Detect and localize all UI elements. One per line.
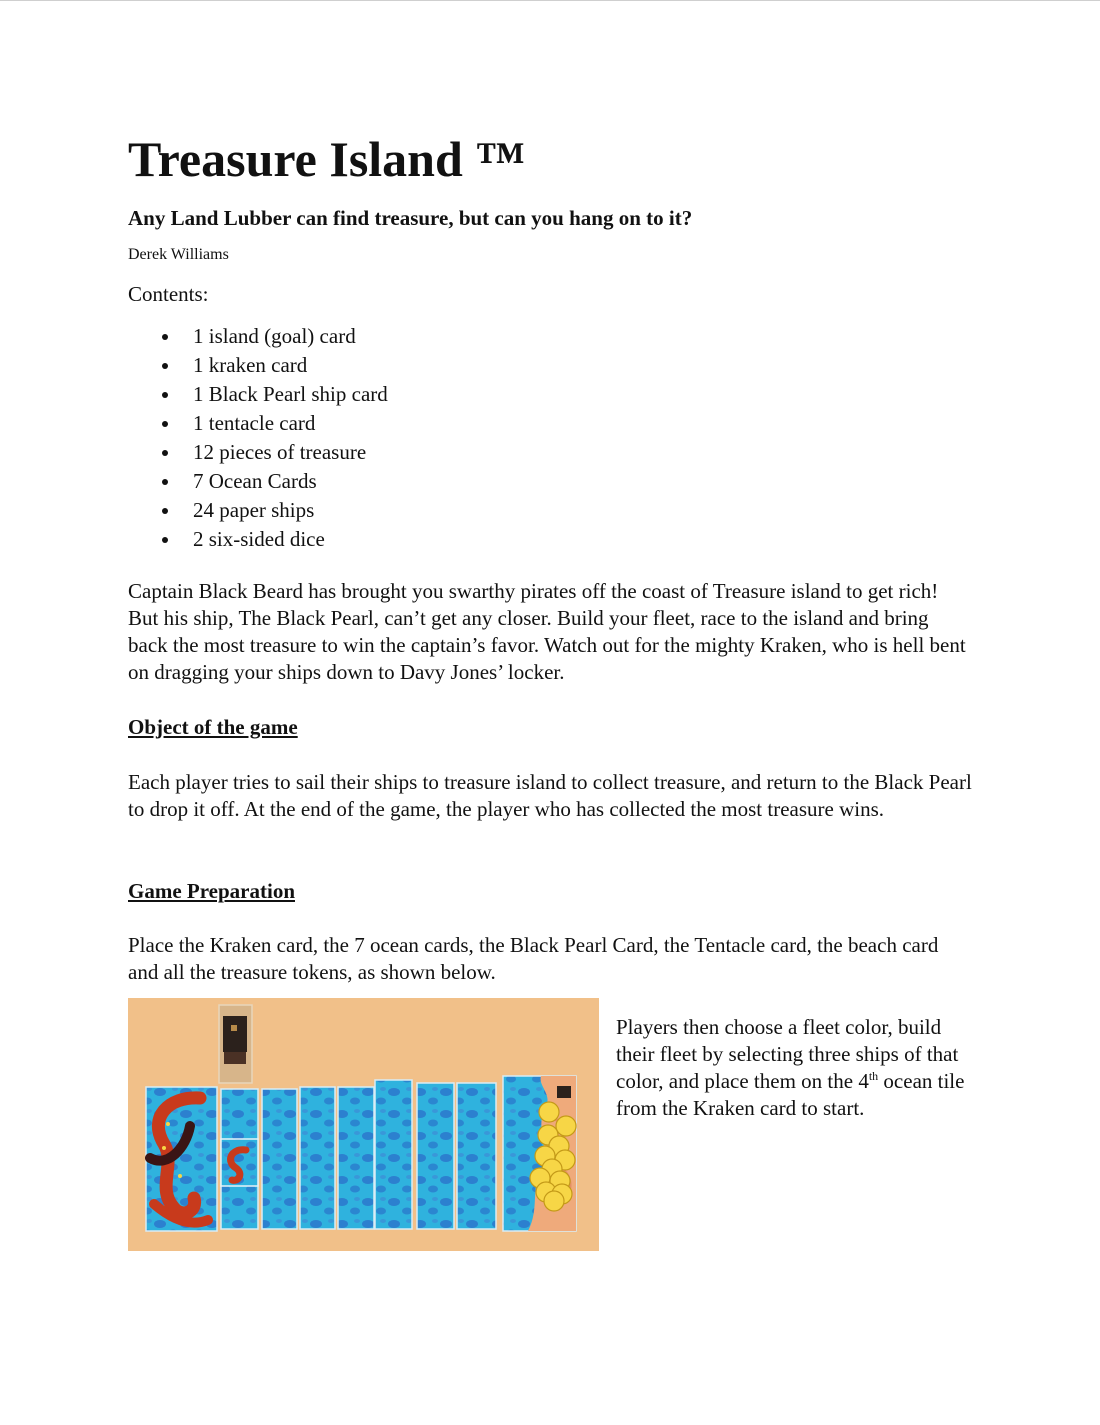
contents-item: 1 kraken card	[128, 351, 388, 380]
preparation-heading: Game Preparation	[128, 879, 295, 903]
bullet-icon	[162, 334, 168, 340]
contents-item: 12 pieces of treasure	[128, 438, 388, 467]
page-top-border	[0, 0, 1100, 1]
contents-item: 1 tentacle card	[128, 409, 388, 438]
ordinal-suffix: th	[868, 1069, 879, 1083]
contents-item: 1 Black Pearl ship card	[128, 380, 388, 409]
ocean-card	[457, 1083, 496, 1229]
contents-item: 7 Ocean Cards	[128, 467, 388, 496]
bullet-icon	[162, 537, 168, 543]
ocean-card	[300, 1087, 335, 1229]
contents-item: 24 paper ships	[128, 496, 388, 525]
treasure-chest-icon	[557, 1086, 571, 1098]
ocean-cards	[221, 1080, 496, 1229]
object-paragraph: Each player tries to sail their ships to treasure island to collect treasure, and return to the Black Pearl to drop it off. At the end of the game, the player who has collected the most treasure wins.	[128, 770, 972, 821]
contents-label: Contents:	[128, 282, 209, 306]
game-layout-photo	[128, 998, 599, 1251]
ocean-card	[375, 1080, 412, 1229]
tentacle-card	[221, 1139, 258, 1186]
ocean-card	[262, 1089, 297, 1229]
fleet-setup-paragraph: Players then choose a fleet color, build their fleet by selecting three ships of that color, and place them on the 4th ocean tile from the Kraken card to start.	[616, 1015, 965, 1120]
ocean-card	[338, 1087, 374, 1229]
object-heading: Object of the game	[128, 715, 298, 739]
black-pearl-card	[219, 1005, 252, 1083]
bullet-icon	[162, 450, 168, 456]
preparation-paragraph: Place the Kraken card, the 7 ocean cards, the Black Pearl Card, the Tentacle card, the beach card and all the treasure tokens, as shown below.	[128, 933, 939, 984]
document-subtitle: Any Land Lubber can find treasure, but can you hang on to it?	[128, 206, 693, 230]
contents-list	[128, 322, 388, 554]
document-title: Treasure Island ™	[128, 131, 526, 187]
bullet-icon	[162, 392, 168, 398]
bullet-icon	[162, 421, 168, 427]
ocean-card	[417, 1083, 454, 1229]
kraken-card	[146, 1087, 217, 1231]
contents-item: 2 six-sided dice	[128, 525, 388, 554]
contents-item: 1 island (goal) card	[128, 322, 388, 351]
bullet-icon	[162, 479, 168, 485]
author-name: Derek Williams	[128, 246, 229, 263]
bullet-icon	[162, 508, 168, 514]
bullet-icon	[162, 363, 168, 369]
intro-paragraph: Captain Black Beard has brought you swarthy pirates off the coast of Treasure island to get rich! But his ship, The Black Pearl, can’t get any closer. Build your fleet, race to the island and bring back the most treasure to win the captain’s favor. Watch out for the mighty Kraken, who is hell bent on dragging your ships down to Davy Jones’ locker.	[128, 579, 966, 684]
